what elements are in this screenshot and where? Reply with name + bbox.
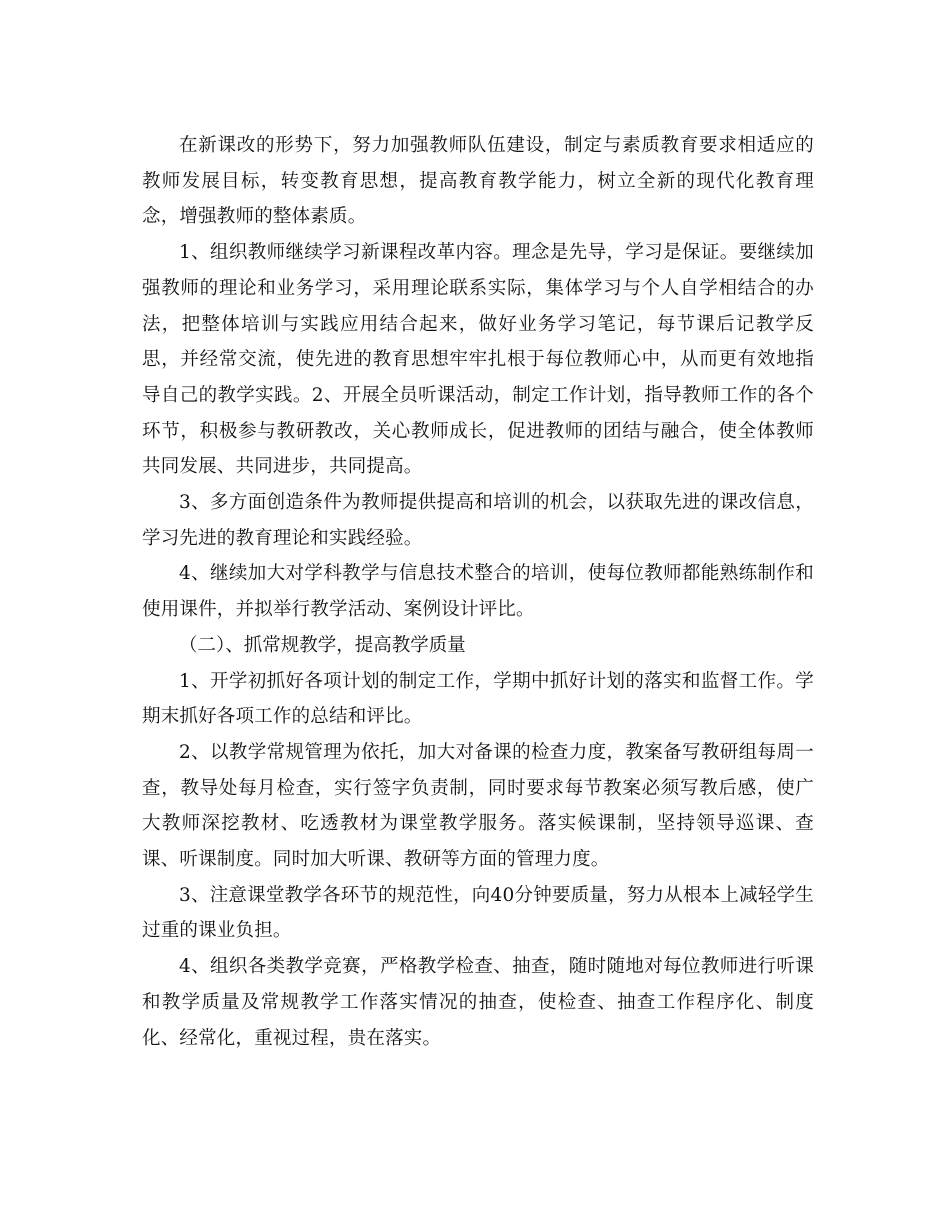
paragraph-routine-3: 3、注意课堂教学各环节的规范性，向40分钟要质量，努力从根本上减轻学生过重的课业负担。 (142, 884, 814, 942)
paragraph-intro: 在新课改的形势下，努力加强教师队伍建设，制定与素质教育要求相适应的教师发展目标，转变教育思想，提高教育教学能力，树立全新的现代化教育理念，增强教师的整体素质。 (142, 135, 814, 228)
document-body (142, 128, 814, 1056)
paragraph-item-1-2: 1、组织教师继续学习新课程改革内容。理念是先导，学习是保证。要继续加强教师的理论和业务学习，采用理论联系实际，集体学习与个人自学相结合的办法，把整体培训与实践应用结合起来，做好业务学习笔记，每节课后记教学反思，并经常交流，使先进的教育思想牢牢扎根于每位教师心中，从而更有效地指导自己的教学实践。2、开展全员听课活动，制定工作计划，指导教师工作的各个环节，积极参与教研教改，关心教师成长，促进教师的团结与融合，使全体教师共同发展、共同进步，共同提高。 (142, 242, 814, 478)
paragraph-routine-4: 4、组织各类教学竞赛，严格教学检查、抽查，随时随地对每位教师进行听课和教学质量及常规教学工作落实情况的抽查，使检查、抽查工作程序化、制度化、经常化，重视过程，贵在落实。 (142, 956, 814, 1049)
section-heading: （二）、抓常规教学，提高教学质量 (179, 634, 466, 656)
paragraph-item-4: 4、继续加大对学科教学与信息技术整合的培训，使每位教师都能熟练制作和使用课件，并拟举行教学活动、案例设计评比。 (142, 563, 814, 621)
paragraph-routine-1: 1、开学初抓好各项计划的制定工作，学期中抓好计划的落实和监督工作。学期末抓好各项工作的总结和评比。 (142, 670, 814, 728)
paragraph-item-3: 3、多方面创造条件为教师提供提高和培训的机会，以获取先进的课改信息，学习先进的教育理论和实践经验。 (142, 492, 814, 549)
paragraph-routine-2: 2、以教学常规管理为依托，加大对备课的检查力度，教案备写教研组每周一查，教导处每月检查，实行签字负责制，同时要求每节教案必须写教后感，使广大教师深挖教材、吃透教材为课堂教学服务。落实候课制，坚持领导巡课、查课、听课制度。同时加大听课、教研等方面的管理力度。 (142, 741, 814, 871)
